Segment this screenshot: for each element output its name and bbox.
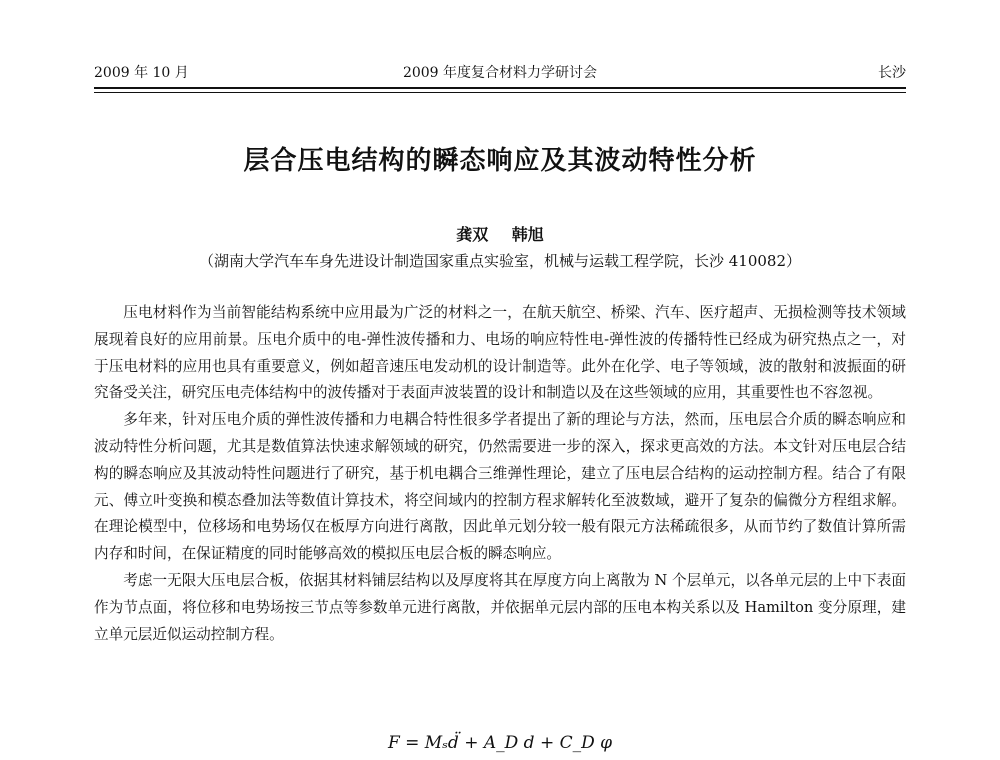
paragraph-3: 考虑一无限大压电层合板，依据其材料铺层结构以及厚度将其在厚度方向上离散为 N 个层单元，以各单元层的上中下表面作为节点面，将位移和电势场按三节点等参数单元进行离散，并依据单元层内部的压电本构关系以及 Hamilton 变分原理，建立单元层近似运动控制方程。 <box>94 571 906 643</box>
header-location: 长沙 <box>878 65 906 81</box>
paragraph-1: 压电材料作为当前智能结构系统中应用最为广泛的材料之一，在航天航空、桥梁、汽车、医疗超声、无损检测等技术领域展现着良好的应用前景。压电介质中的电-弹性波传播和力、电场的响应特性电-弹性波的传播特性已经成为研究热点之一，对于压电材料的应用也具有重要意义，例如超音速压电发动机的设计制造等。此外在化学、电子等领域，波的散射和波振面的研究备受关注，研究压电壳体结构中的波传播对于表面声波装置的设计和制造以及在这些领域的应用，其重要性也不容忽视。 <box>94 304 906 402</box>
paper-title: 层合压电结构的瞬态响应及其波动特性分析 <box>243 146 757 176</box>
paper-body <box>94 300 906 648</box>
header-date: 2009 年 10 月 <box>94 65 189 81</box>
header-conference: 2009 年度复合材料力学研讨会 <box>402 65 598 81</box>
paragraph-2: 多年来，针对压电介质的弹性波传播和力电耦合特性很多学者提出了新的理论与方法，然而，压电层合介质的瞬态响应和波动特性分析问题，尤其是数值算法快速求解领域的研究，仍然需要进一步的深入，探求更高效的方法。本文针对压电层合结构的瞬态响应及其波动特性问题进行了研究，基于机电耦合三维弹性理论，建立了压电层合结构的运动控制方程。结合了有限元、傅立叶变换和模态叠加法等数值计算技术，将空间域内的控制方程求解转化至波数域，避开了复杂的偏微分方程组求解。在理论模型中，位移场和电势场仅在板厚方向进行离散，因此单元划分较一般有限元方法稀疏很多，从而节约了数值计算所需内存和时间，在保证精度的同时能够高效的模拟压电层合板的瞬态响应。 <box>94 411 906 563</box>
running-header <box>94 62 906 84</box>
header-rule <box>94 87 906 93</box>
paper-authors: 龚双 韩旭 <box>456 225 544 244</box>
paper-affiliation: （湖南大学汽车车身先进设计制造国家重点实验室，机械与运载工程学院，长沙 410082） <box>198 252 802 270</box>
equation: F = Mₛd̈ + A_D d + C_D φ <box>387 733 613 753</box>
